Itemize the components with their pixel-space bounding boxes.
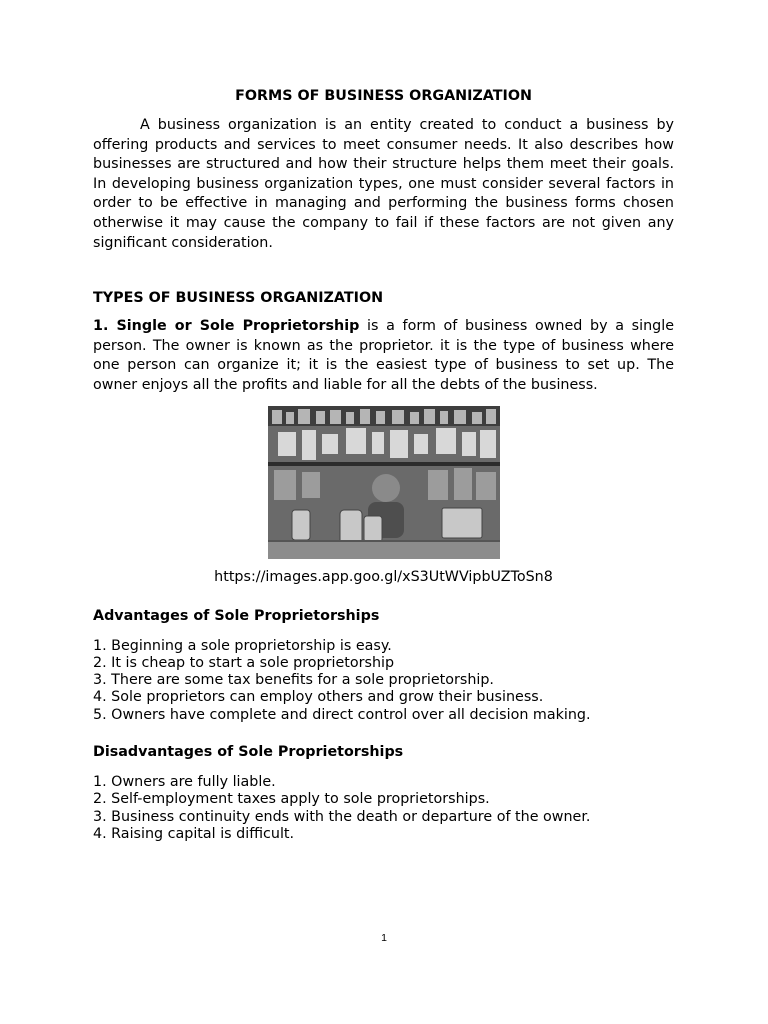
list-item: 4. Raising capital is difficult. [93, 825, 295, 842]
list-item: 1. Owners are fully liable. [93, 774, 276, 791]
list-item: 3. There are some tax benefits for a sole proprietorship. [93, 672, 494, 689]
page-number: 1 [381, 932, 387, 944]
advantages-heading: Advantages of Sole Proprietorships [93, 607, 380, 624]
document-title: FORMS OF BUSINESS ORGANIZATION [235, 88, 532, 104]
disadvantages-list [93, 774, 674, 843]
advantages-list [93, 638, 674, 724]
list-item: 4. Sole proprietors can employ others and grow their business. [93, 689, 544, 706]
store-photo [268, 406, 500, 559]
image-source-url: https://images.app.goo.gl/xS3UtWVipbUZToSn8 [214, 568, 553, 585]
sole-proprietorship-term: 1. Single or Sole Proprietorship [93, 318, 360, 335]
sole-proprietorship-description: is a form of business owned by a single person. The owner is known as the proprietor. it is the type of business where one person can organize it; it is the easiest type of business to set up. The owner enjoys all the profits and liable for all the debts of the business. [93, 318, 674, 393]
list-item: 1. Beginning a sole proprietorship is easy. [93, 637, 392, 654]
list-item: 2. It is cheap to start a sole proprietorship [93, 654, 395, 671]
list-item: 5. Owners have complete and direct control over all decision making. [93, 706, 591, 723]
document-page [93, 86, 674, 843]
intro-paragraph: A business organization is an entity created to conduct a business by offering products and services to meet consumer needs. It also describes how businesses are structured and how their structure helps them meet their goals. In developing business organization types, one must consider several factors in order to be effective in managing and performing the business forms chosen otherwise it may cause the company to fail if these factors are not given any significant consideration. [93, 117, 674, 251]
list-item: 3. Business continuity ends with the death or departure of the owner. [93, 808, 591, 825]
sole-proprietorship-paragraph [93, 317, 674, 395]
list-item: 2. Self-employment taxes apply to sole proprietorships. [93, 791, 490, 808]
types-heading: TYPES OF BUSINESS ORGANIZATION [93, 290, 384, 307]
disadvantages-heading: Disadvantages of Sole Proprietorships [93, 744, 404, 761]
